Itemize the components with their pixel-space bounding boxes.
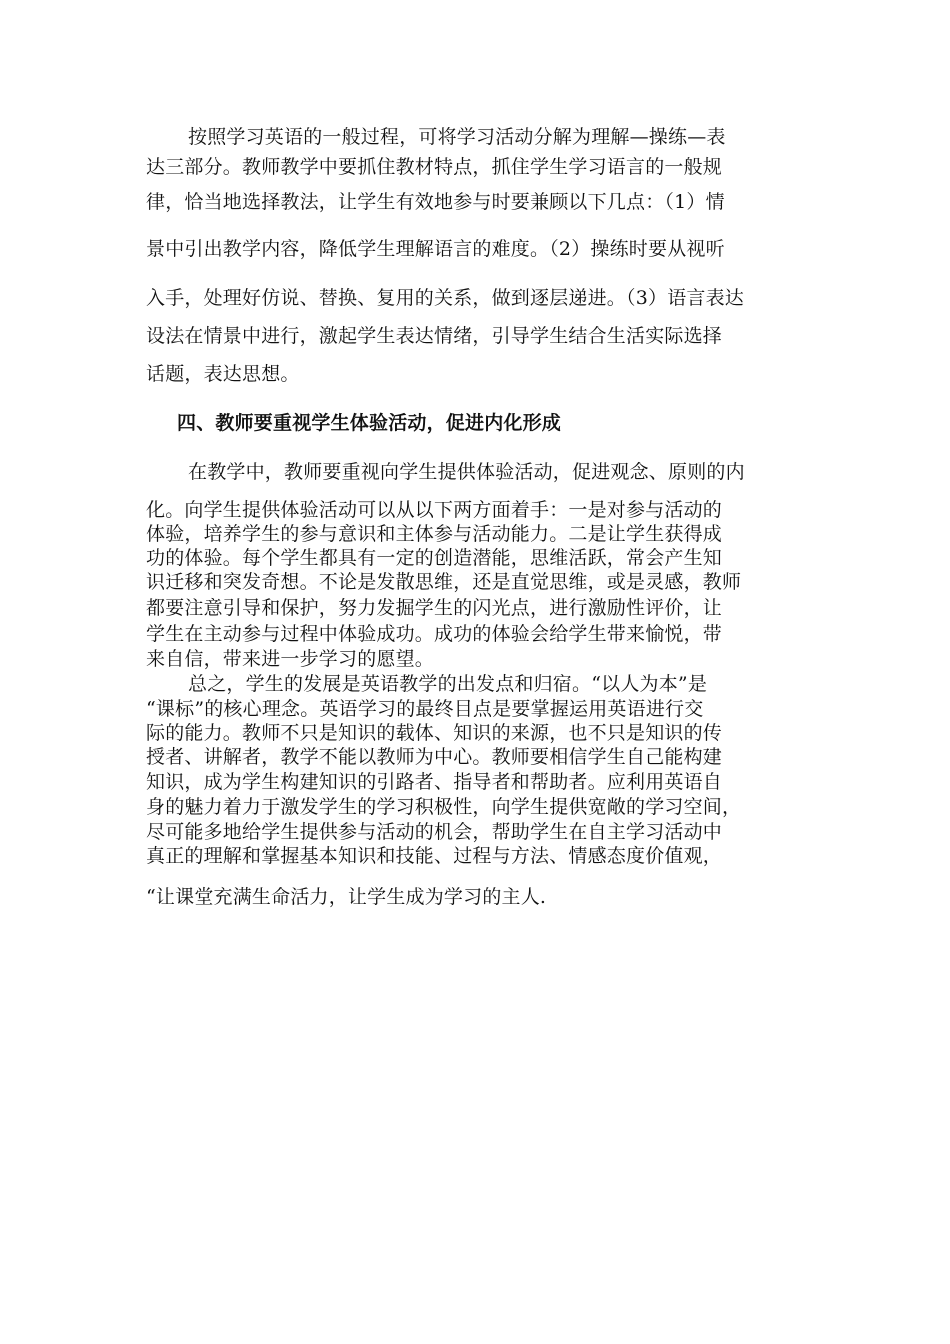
paragraph-2-line-7: 学生在主动参与过程中体验成功。成功的体验会给学生带来愉悦，带 [146, 623, 723, 645]
paragraph-3-line-4: 授者、讲解者，教学不能以教师为中心。教师要相信学生自己能构建 [146, 746, 723, 768]
paragraph-2-line-8: 来自信，带来进一步学习的愿望。 [146, 648, 435, 670]
paragraph-2-line-4: 功的体验。每个学生都具有一定的创造潜能，思维活跃，常会产生知 [146, 547, 723, 569]
paragraph-1-line-7: 话题，表达思想。 [146, 363, 300, 385]
paragraph-2-line-3: 体验，培养学生的参与意识和主体参与活动能力。二是让学生获得成 [146, 523, 723, 545]
paragraph-3-line-2: “课标”的核心理念。英语学习的最终目点是要掌握运用英语进行交 [146, 698, 704, 720]
paragraph-3-line-7: 尽可能多地给学生提供参与活动的机会，帮助学生在自主学习活动中 [146, 821, 723, 843]
paragraph-2-line-1: 在教学中，教师要重视向学生提供体验活动，促进观念、原则的内 [188, 461, 745, 483]
paragraph-3-line-5: 知识，成为学生构建知识的引路者、指导者和帮助者。应利用英语自 [146, 771, 723, 793]
paragraph-1-line-5: 入手，处理好仿说、替换、复用的关系，做到逐层递进。（3）语言表达 [146, 287, 744, 309]
paragraph-3-line-8: 真正的理解和掌握基本知识和技能、过程与方法、情感态度价值观， [146, 845, 723, 867]
paragraph-1-line-2: 达三部分。教师教学中要抓住教材特点，抓住学生学习语言的一般规 [146, 156, 723, 178]
paragraph-3-line-9: “让课堂充满生命活力，让学生成为学习的主人. [146, 886, 547, 908]
paragraph-2-line-6: 都要注意引导和保护，努力发掘学生的闪光点，进行激励性评价，让 [146, 597, 723, 619]
paragraph-1-line-3: 律，恰当地选择教法，让学生有效地参与时要兼顾以下几点：（1）情 [146, 191, 725, 213]
paragraph-3-line-6: 身的魅力着力于激发学生的学习积极性，向学生提供宽敞的学习空间， [146, 796, 742, 818]
paragraph-3-line-1: 总之，学生的发展是英语教学的出发点和归宿。“以人为本”是 [188, 673, 708, 695]
paragraph-1-line-1: 按照学习英语的一般过程，可将学习活动分解为理解—操练—表 [188, 126, 726, 148]
paragraph-2-line-5: 识迁移和突发奇想。不论是发散思维，还是直觉思维，或是灵感，教师 [146, 571, 742, 593]
paragraph-3-line-3: 际的能力。教师不只是知识的载体、知识的来源，也不只是知识的传 [146, 722, 723, 744]
paragraph-1-line-4: 景中引出教学内容，降低学生理解语言的难度。（2）操练时要从视听 [146, 238, 725, 260]
paragraph-2-line-2: 化。向学生提供体验活动可以从以下两方面着手：一是对参与活动的 [146, 499, 723, 521]
paragraph-1-line-6: 设法在情景中进行，激起学生表达情绪，引导学生结合生活实际选择 [146, 325, 723, 347]
section-heading: 四、教师要重视学生体验活动，促进内化形成 [177, 412, 562, 434]
